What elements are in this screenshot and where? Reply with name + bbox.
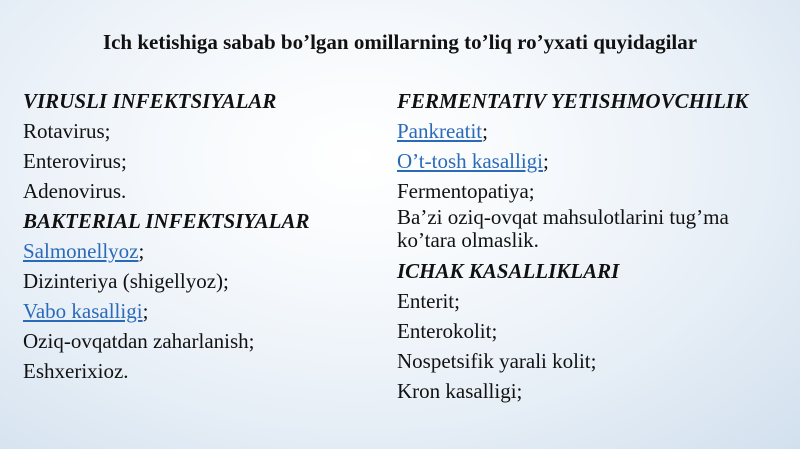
vabo-suffix: ; xyxy=(142,299,149,323)
pankreatit-link[interactable]: Pankreatit xyxy=(397,119,483,143)
list-item-enterokolit: Enterokolit; xyxy=(397,319,498,343)
list-item-enterit: Enterit; xyxy=(397,289,460,313)
viral-infections-heading: VIRUSLI INFEKTSIYALAR xyxy=(23,89,277,113)
salmonellyoz-suffix: ; xyxy=(138,239,145,263)
gallstone-disease-link[interactable]: O’t-tosh kasalligi xyxy=(397,149,544,173)
gallstone-suffix: ; xyxy=(543,149,549,173)
list-item-gallstone xyxy=(397,146,782,176)
list-item-pankreatit xyxy=(397,116,782,146)
bacterial-infections-heading: BAKTERIAL INFEKTSIYALAR xyxy=(23,209,310,233)
list-item-salmonellyoz xyxy=(23,236,383,266)
salmonellyoz-link[interactable]: Salmonellyoz xyxy=(23,239,139,263)
pankreatit-suffix: ; xyxy=(482,119,488,143)
list-item-rotavirus: Rotavirus; xyxy=(23,119,111,143)
list-item-food-poisoning: Oziq-ovqatdan zaharlanish; xyxy=(23,329,255,353)
intestinal-diseases-heading: ICHAK KASALLIKLARI xyxy=(397,259,620,283)
list-item-kron: Kron kasalligi; xyxy=(397,379,523,403)
left-column xyxy=(23,86,383,386)
list-item-food-intolerance: Ba’zi oziq-ovqat mahsulotlarini tug’ma ko’tara olmaslik. xyxy=(397,205,729,252)
slide-title: Ich ketishiga sabab bo’lgan omillarning to’liq ro’yxati quyidagilar xyxy=(102,30,698,54)
list-item-colitis: Nospetsifik yarali kolit; xyxy=(397,349,597,373)
list-item-fermentopatiya: Fermentopatiya; xyxy=(397,179,535,203)
vabo-kasalligi-link[interactable]: Vabo kasalligi xyxy=(23,299,143,323)
list-item-eshxerixioz: Eshxerixioz. xyxy=(23,359,129,383)
right-column xyxy=(397,86,782,406)
list-item-dizinteriya: Dizinteriya (shigellyoz); xyxy=(23,269,229,293)
list-item-enterovirus: Enterovirus; xyxy=(23,149,127,173)
list-item-vabo xyxy=(23,296,383,326)
list-item-adenovirus: Adenovirus. xyxy=(23,179,127,203)
enzymatic-deficiency-heading: FERMENTATIV YETISHMOVCHILIK xyxy=(397,89,749,113)
